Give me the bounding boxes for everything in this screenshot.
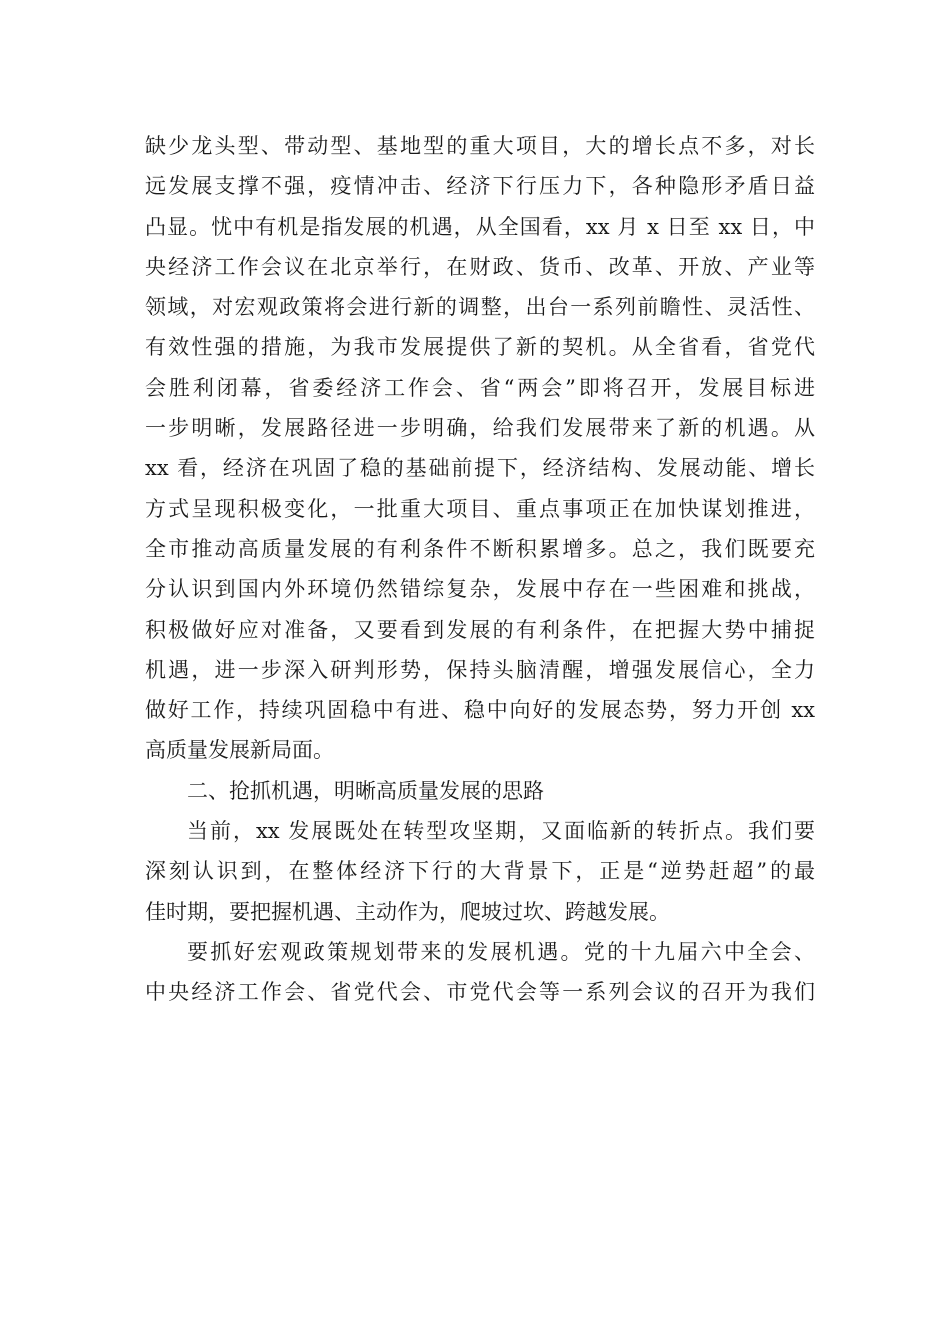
text-line: 要抓好宏观政策规划带来的发展机遇。党的十九届六中全会、 <box>187 939 815 964</box>
text-line: xx 看，经济在巩固了稳的基础前提下，经济结构、发展动能、增长 <box>145 456 815 481</box>
text-line: 全市推动高质量发展的有利条件不断积累增多。总之，我们既要充 <box>145 536 815 561</box>
text-line: 高质量发展新局面。 <box>145 738 334 763</box>
text-line: 积极做好应对准备，又要看到发展的有利条件，在把握大势中捕捉 <box>145 617 815 642</box>
text-line: 有效性强的措施，为我市发展提供了新的契机。从全省看，省党代 <box>145 335 815 360</box>
text-line: 深刻认识到，在整体经济下行的大背景下，正是“逆势赶超”的最 <box>145 859 815 884</box>
text-line: 做好工作，持续巩固稳中有进、稳中向好的发展态势，努力开创 xx <box>145 698 815 723</box>
text-line: 一步明晰，发展路径进一步明确，给我们发展带来了新的机遇。从 <box>145 416 815 441</box>
text-line: 会胜利闭幕，省委经济工作会、省“两会”即将召开，发展目标进 <box>145 375 815 400</box>
text-line: 二、抢抓机遇，明晰高质量发展的思路 <box>187 778 544 803</box>
text-line: 缺少龙头型、带动型、基地型的重大项目，大的增长点不多，对长 <box>145 134 815 158</box>
text-line: 机遇，进一步深入研判形势，保持头脑清醒，增强发展信心，全力 <box>145 657 815 682</box>
document-body <box>145 126 815 1013</box>
text-line: 央经济工作会议在北京举行，在财政、货币、改革、开放、产业等 <box>145 254 815 279</box>
text-line: 中央经济工作会、省党代会、市党代会等一系列会议的召开为我们 <box>145 980 815 1005</box>
text-line: 领域，对宏观政策将会进行新的调整，出台一系列前瞻性、灵活性、 <box>145 295 815 320</box>
text-line: 凸显。忧中有机是指发展的机遇，从全国看，xx 月 x 日至 xx 日，中 <box>145 214 815 239</box>
text-line: 分认识到国内外环境仍然错综复杂，发展中存在一些困难和挑战， <box>145 577 815 602</box>
text-line: 方式呈现积极变化，一批重大项目、重点事项正在加快谋划推进， <box>145 496 815 521</box>
text-line: 佳时期，要把握机遇、主动作为，爬坡过坎、跨越发展。 <box>145 899 670 924</box>
text-line: 当前，xx 发展既处在转型攻坚期，又面临新的转折点。我们要 <box>187 819 815 844</box>
text-line: 远发展支撑不强，疫情冲击、经济下行压力下，各种隐形矛盾日益 <box>145 174 815 199</box>
